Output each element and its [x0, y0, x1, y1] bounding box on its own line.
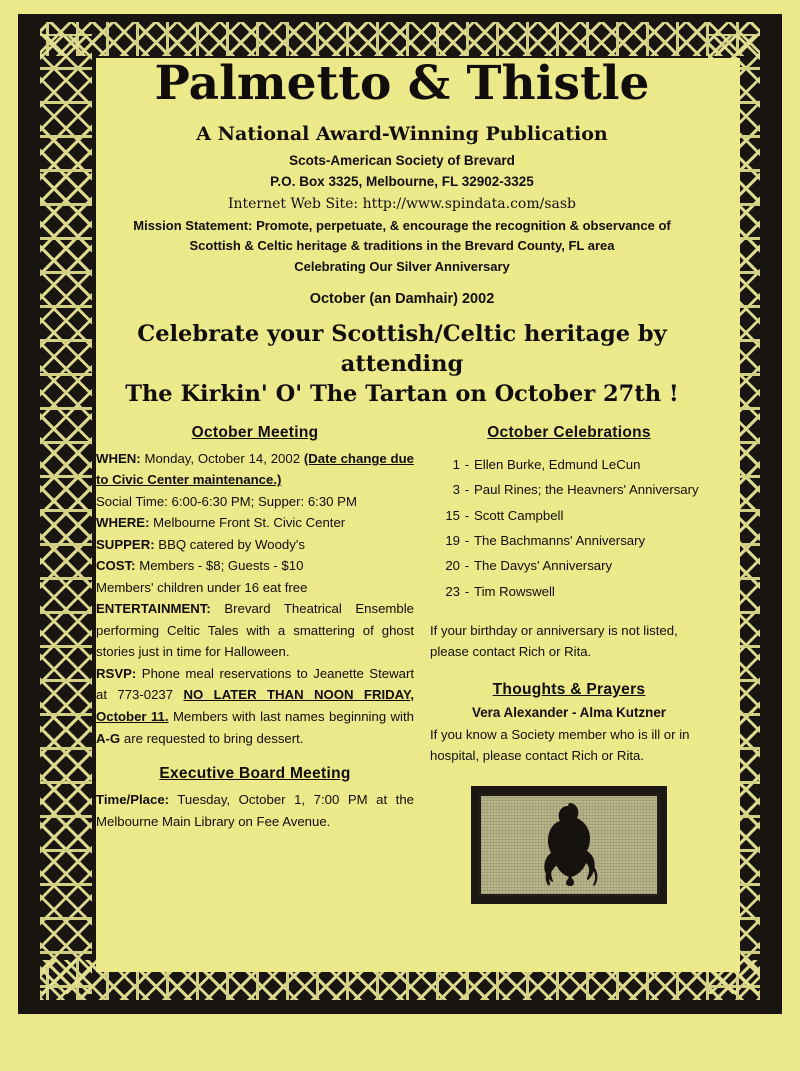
list-item	[430, 477, 708, 502]
celebration-dash: -	[464, 532, 470, 548]
when-row	[96, 448, 414, 491]
thoughts-prayers-heading: Thoughts & Prayers	[492, 680, 646, 698]
celebrations-note: If your birthday or anniversary is not listed, please contact Rich or Rita.	[430, 622, 678, 660]
when-value: Monday, October 14, 2002	[144, 450, 301, 466]
mission-line-2: Scottish & Celtic heritage & traditions in the Brevard County, FL area	[189, 238, 615, 254]
right-column	[430, 424, 708, 905]
celebration-text: The Bachmanns' Anniversary	[474, 532, 646, 548]
list-item	[430, 452, 708, 477]
lion-rampant-plaque	[471, 786, 667, 904]
organization-info	[96, 150, 708, 193]
executive-board-section	[96, 765, 414, 832]
celebration-day: 3	[452, 482, 460, 498]
left-column	[96, 424, 414, 905]
social-time-row: Social Time: 6:00-6:30 PM; Supper: 6:30 PM	[96, 493, 357, 509]
newsletter-content	[96, 58, 708, 948]
celebration-day: 15	[445, 507, 460, 523]
website-line[interactable]: Internet Web Site: http://www.spindata.com/sasb	[227, 195, 577, 212]
masthead-title: Palmetto & Thistle	[154, 56, 650, 111]
rsvp-post-2: are requested to bring dessert.	[123, 730, 304, 746]
celebration-dash: -	[464, 558, 470, 574]
celebration-dash: -	[464, 482, 470, 498]
mission-label: Mission Statement:	[133, 217, 253, 233]
headline	[96, 320, 708, 410]
celebration-day: 23	[445, 583, 460, 599]
list-item	[430, 553, 708, 578]
thoughts-prayers-note: If you know a Society member who is ill or in hospital, please contact Rich or Rita.	[430, 726, 690, 763]
cost-value: Members - $8; Guests - $10	[139, 558, 304, 574]
celebration-text: Tim Rowswell	[474, 583, 555, 599]
when-label: WHEN:	[96, 450, 141, 466]
celebration-text: Scott Campbell	[474, 507, 564, 523]
board-time-row	[96, 789, 414, 832]
organization-address: P.O. Box 3325, Melbourne, FL 32902-3325	[270, 174, 534, 190]
two-column-body	[96, 424, 708, 905]
where-value: Melbourne Front St. Civic Center	[153, 515, 346, 531]
entertainment-label: ENTERTAINMENT:	[96, 601, 211, 617]
list-item	[430, 528, 708, 553]
supper-row	[96, 534, 414, 556]
rsvp-deadline: NO LATER THAN NOON FRIDAY, October 11.	[96, 687, 414, 724]
celtic-knot-top-icon	[40, 22, 760, 56]
thoughts-prayers-names: Vera Alexander - Alma Kutzner	[472, 704, 666, 720]
celebration-day: 20	[445, 558, 460, 574]
issue-date: October (an Damhair) 2002	[309, 291, 495, 308]
executive-board-body	[96, 789, 414, 832]
rsvp-label: RSVP:	[96, 665, 137, 681]
supper-value: BBQ catered by Woody's	[158, 536, 305, 552]
celebration-day: 1	[452, 456, 460, 472]
celebration-text: The Davys' Anniversary	[474, 558, 613, 574]
celebrating-line: Celebrating Our Silver Anniversary	[294, 259, 510, 275]
celebration-dash: -	[464, 456, 470, 472]
supper-label: SUPPER:	[96, 536, 155, 552]
celebration-dash: -	[464, 583, 470, 599]
rsvp-row	[96, 663, 414, 749]
entertainment-value: Brevard Theatrical Ensemble performing Celtic Tales with a smattering of ghost stories just in time for Halloween.	[96, 601, 414, 660]
lion-rampant-icon	[534, 802, 604, 888]
list-item	[430, 579, 708, 604]
organization-name: Scots-American Society of Brevard	[289, 153, 515, 168]
when-note: (Date change due to Civic Center maintenance.)	[96, 450, 414, 488]
rsvp-post-1: Members with last names beginning with	[172, 709, 414, 724]
rsvp-letters: A-G	[96, 730, 121, 746]
entertainment-row	[96, 598, 414, 663]
board-time-label: Time/Place:	[96, 792, 170, 808]
plaque-inner	[478, 793, 660, 897]
masthead-tagline: A National Award-Winning Publication	[196, 123, 608, 145]
where-label: WHERE:	[96, 515, 150, 531]
board-time-value: Tuesday, October 1, 7:00 PM at the Melbourne Main Library on Fee Avenue.	[96, 792, 414, 829]
list-item	[430, 503, 708, 528]
october-celebrations-heading: October Celebrations	[487, 423, 651, 441]
celtic-knot-left-icon	[40, 34, 92, 994]
where-row	[96, 512, 414, 534]
celebrations-list	[430, 452, 708, 604]
celebration-text: Ellen Burke, Edmund LeCun	[474, 456, 641, 472]
headline-line-2: The Kirkin' O' The Tartan on October 27th !	[125, 380, 679, 407]
children-row: Members' children under 16 eat free	[96, 579, 308, 595]
mission-text-1: Promote, perpetuate, & encourage the recognition & observance of	[256, 217, 671, 233]
headline-line-1: Celebrate your Scottish/Celtic heritage by attending	[137, 321, 667, 377]
celebration-day: 19	[445, 532, 460, 548]
cost-label: COST:	[96, 558, 136, 574]
rsvp-pre: Phone meal reservations to Jeanette Stewart at 773-0237	[96, 665, 414, 703]
celebration-text: Paul Rines; the Heavners' Anniversary	[474, 482, 699, 498]
cost-row	[96, 555, 414, 577]
mission-line-1	[96, 216, 708, 237]
executive-board-heading: Executive Board Meeting	[159, 765, 351, 783]
celebration-dash: -	[464, 507, 470, 523]
october-meeting-body	[96, 448, 414, 749]
october-meeting-heading: October Meeting	[191, 423, 319, 441]
mission-statement	[96, 216, 708, 278]
